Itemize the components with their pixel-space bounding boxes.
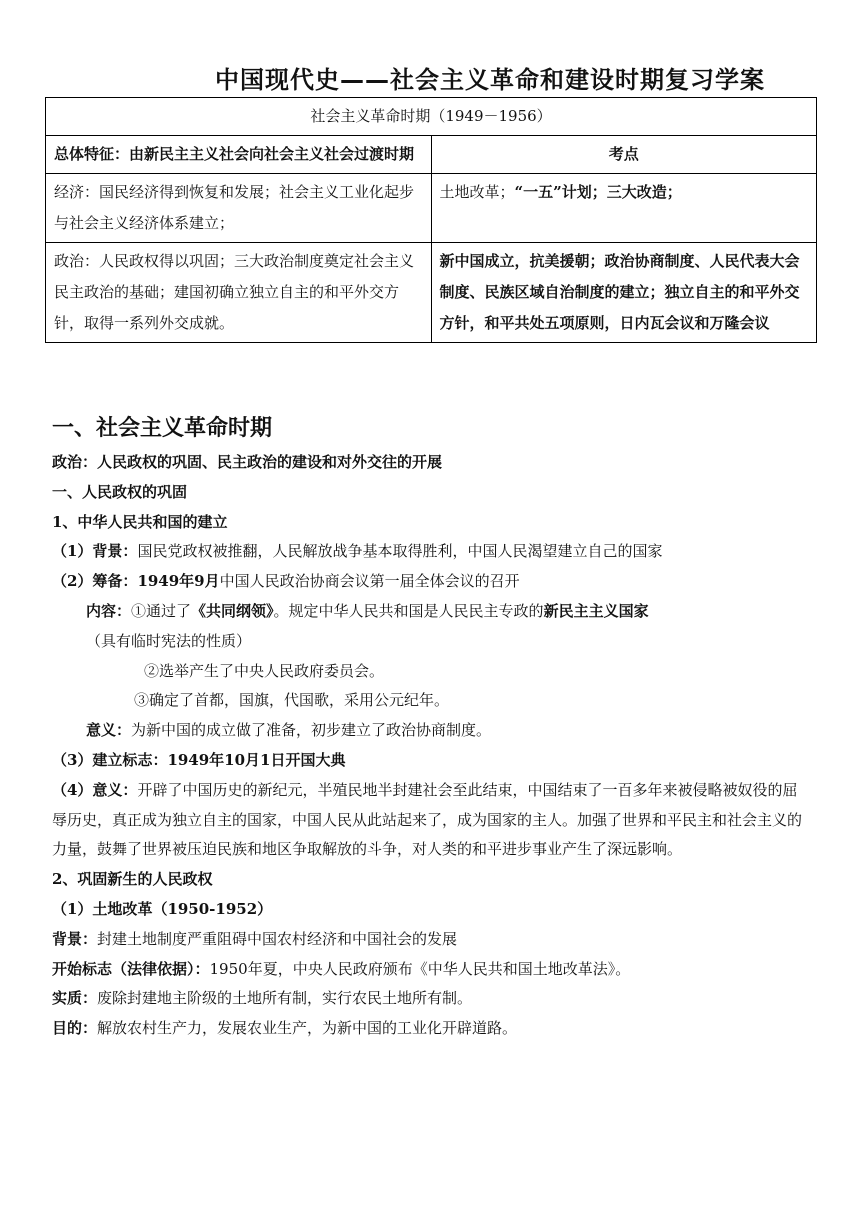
founding-marker: （3）建立标志：1949年10月1日开国大典 bbox=[52, 750, 346, 769]
content-item-1-cont: 。规定中华人民共和国是人民民主专政的 bbox=[273, 601, 544, 620]
content-item-3: ③确定了首都，国旗，代国歌，采用公元纪年。 bbox=[134, 691, 450, 710]
meaning-label: 意义： bbox=[86, 721, 132, 740]
land-essence-text: 废除封建地主阶级的土地所有制，实行农民土地所有制。 bbox=[97, 989, 473, 1008]
keypoint-plans: “一五”计划；三大改造； bbox=[514, 183, 682, 201]
table-politics-cell: 政治：人民政权得以巩固；三大政治制度奠定社会主义民主政治的基础；建国初确立独立自主的和平外交方针，取得一系列外交成就。 bbox=[46, 243, 432, 343]
content-item-2: ②选举产生了中央人民政府委员会。 bbox=[144, 661, 385, 680]
table-header-feature: 总体特征：由新民主主义社会向社会主义社会过渡时期 bbox=[46, 136, 432, 174]
preparation-label: （2）筹备：1949年9月 bbox=[52, 572, 220, 591]
land-background bbox=[52, 925, 812, 955]
content-paragraph bbox=[52, 597, 812, 657]
politics-heading: 政治：人民政权的巩固、民主政治的建设和对外交往的开展 bbox=[52, 453, 443, 471]
subheading-founding: 1、中华人民共和国的建立 bbox=[52, 512, 228, 531]
land-goal-label: 目的： bbox=[52, 1019, 98, 1038]
meaning-paragraph bbox=[52, 716, 812, 746]
land-background-label: 背景： bbox=[52, 929, 98, 948]
preparation-paragraph bbox=[52, 567, 812, 597]
background-label: （1）背景： bbox=[52, 542, 138, 561]
significance-paragraph bbox=[52, 776, 812, 865]
content-item-1: ①通过了 bbox=[131, 601, 192, 620]
page-title: 中国现代史——社会主义革命和建设时期复习学案 bbox=[215, 66, 765, 94]
land-start-text: 1950年夏，中央人民政府颁布《中华人民共和国土地改革法》。 bbox=[209, 959, 631, 978]
land-background-text: 封建土地制度严重阻碍中国农村经济和中国社会的发展 bbox=[97, 929, 458, 948]
table-economy-keypoints bbox=[431, 174, 817, 243]
land-essence bbox=[52, 984, 812, 1014]
land-reform-heading: （1）土地改革（1950-1952） bbox=[52, 899, 273, 918]
land-start bbox=[52, 955, 812, 985]
land-essence-label: 实质： bbox=[52, 989, 98, 1008]
table-economy-cell: 经济：国民经济得到恢复和发展；社会主义工业化起步与社会主义经济体系建立； bbox=[46, 174, 432, 243]
background-text: 国民党政权被推翻，人民解放战争基本取得胜利，中国人民渴望建立自己的国家 bbox=[137, 542, 663, 561]
section-heading: 一、社会主义革命时期 bbox=[52, 416, 273, 441]
land-goal bbox=[52, 1014, 812, 1044]
content-label: 内容： bbox=[86, 601, 132, 620]
table-header-keypoints: 考点 bbox=[431, 136, 817, 174]
meaning-text: 为新中国的成立做了准备，初步建立了政治协商制度。 bbox=[131, 721, 492, 740]
table-caption: 社会主义革命时期（1949－1956） bbox=[46, 98, 817, 136]
subheading-consolidate: 2、巩固新生的人民政权 bbox=[52, 870, 213, 889]
preparation-text: 中国人民政治协商会议第一届全体会议的召开 bbox=[219, 572, 520, 591]
common-program: 《共同纲领》 bbox=[191, 601, 274, 620]
content-item-1-note: （具有临时宪法的性质） bbox=[86, 631, 252, 650]
subheading-regime: 一、人民政权的巩固 bbox=[52, 482, 188, 501]
new-democracy-state: 新民主主义国家 bbox=[543, 601, 649, 620]
significance-label: （4）意义： bbox=[52, 780, 138, 799]
significance-text: 开辟了中国历史的新纪元，半殖民地半封建社会至此结束，中国结束了一百多年来被侵略被奴役的屈辱历史，真正成为独立自主的国家，中国人民从此站起来了，成为国家的主人。加强了世界和平民主和社会主义的力量，鼓舞了世界被压迫民族和地区争取解放的斗争，对人类的和平进步事业产生了深远影响。 bbox=[52, 780, 803, 859]
summary-table bbox=[45, 97, 817, 343]
land-start-label: 开始标志（法律依据）： bbox=[52, 959, 210, 978]
keypoint-land-reform: 土地改革； bbox=[439, 183, 515, 201]
background-paragraph bbox=[52, 537, 812, 567]
table-politics-keypoints: 新中国成立，抗美援朝；政治协商制度、人民代表大会制度、民族区域自治制度的建立；独立自主的和平外交方针，和平共处五项原则，日内瓦会议和万隆会议 bbox=[431, 243, 817, 343]
document-body bbox=[52, 410, 812, 1044]
land-goal-text: 解放农村生产力，发展农业生产，为新中国的工业化开辟道路。 bbox=[97, 1019, 518, 1038]
